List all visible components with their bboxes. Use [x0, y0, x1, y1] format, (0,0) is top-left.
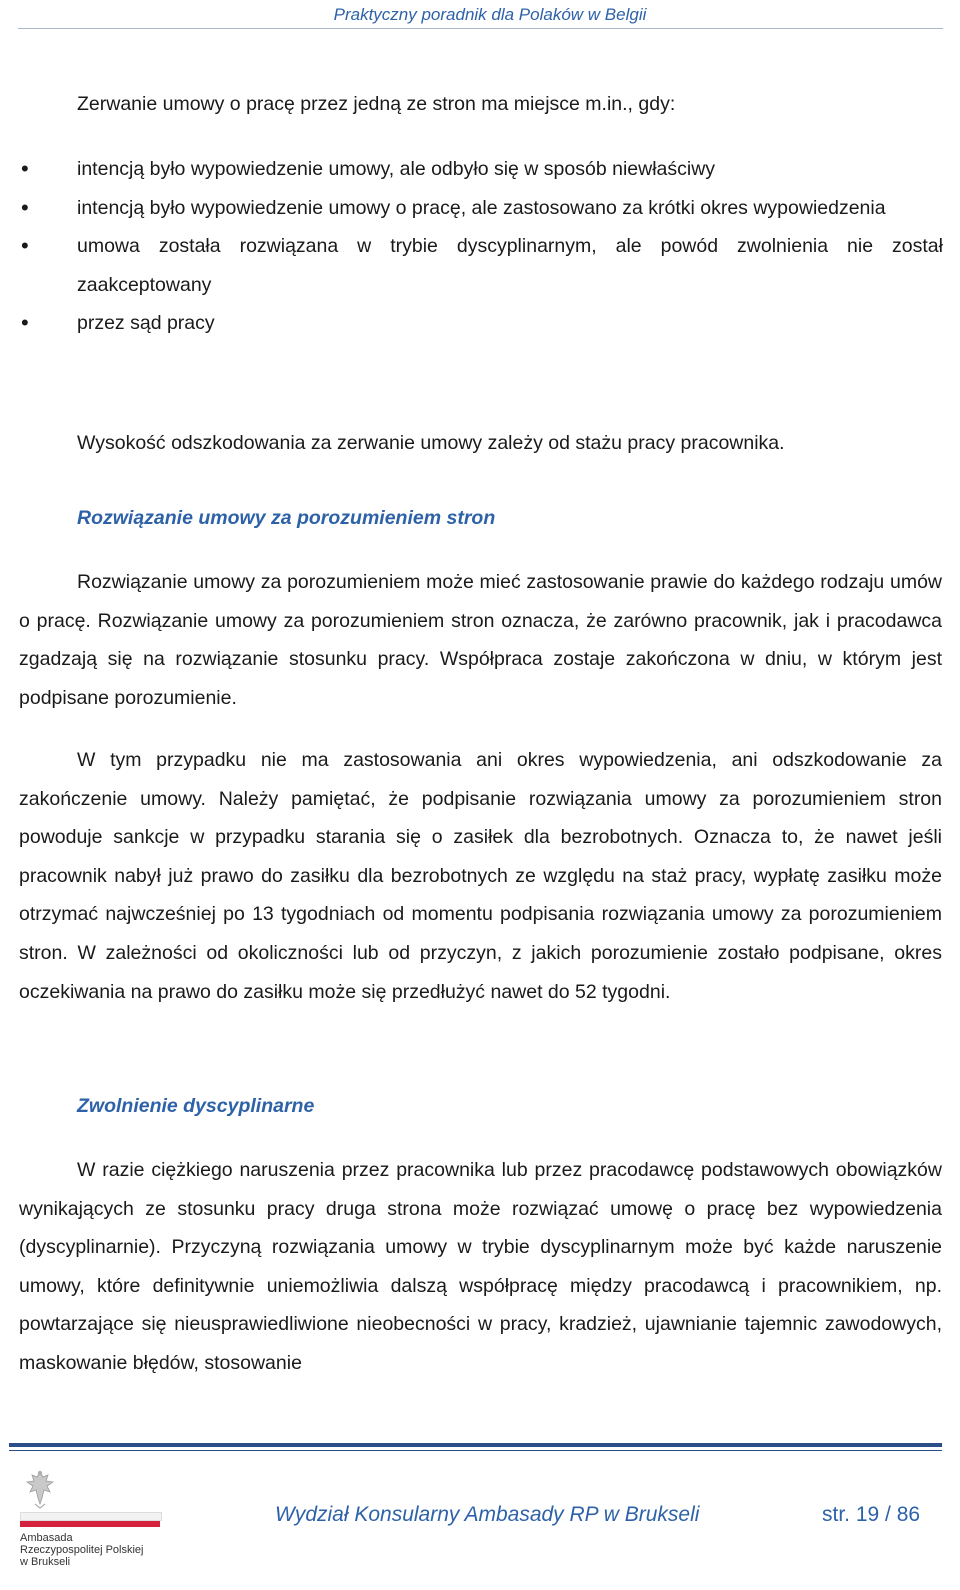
- section-heading-mutual-agreement: Rozwiązanie umowy za porozumieniem stron: [77, 507, 496, 529]
- compensation-note: Wysokość odszkodowania za zerwanie umowy zależy od stażu pracy pracownika.: [77, 432, 785, 454]
- paragraph: W razie ciężkiego naruszenia przez pracownika lub przez pracodawcę podstawowych obowiązków wynikających ze stosunku pracy druga strona może rozwiązać umowę o pracę bez wypowiedzenia (dyscyplinarnie). Przyczyną rozwiązania umowy w trybie dyscyplinarnym może być każde naruszenie umowy, które definitywnie uniemożliwia dalszą współpracę między pracodawcą i pracownikiem, np. powtarzające się nieusprawiedliwione nieobecności w pracy, kradzież, ujawnianie tajemnic zawodowych, maskowanie błędów, stosowanie: [19, 1159, 942, 1374]
- intro-sentence: Zerwanie umowy o pracę przez jedną ze stron ma miejsce m.in., gdy:: [77, 93, 676, 115]
- footer-divider-thin: [9, 1450, 942, 1451]
- bullet-text: przez sąd pracy: [77, 312, 215, 335]
- list-item: [19, 189, 943, 228]
- bullet-text: intencją było wypowiedzenie umowy, ale odbyło się w sposób niewłaściwy: [77, 158, 716, 180]
- bullet-icon: •: [21, 233, 29, 259]
- bullet-icon: •: [21, 156, 29, 181]
- bullet-text: umowa została rozwiązana w trybie dyscyplinarnym, ale powód zwolnienia nie został zaakceptowany: [77, 235, 943, 296]
- emblem-caption-line: w Brukseli: [20, 1556, 71, 1568]
- emblem-caption-line: Rzeczypospolitej Polskiej: [20, 1544, 144, 1556]
- bullet-icon: •: [21, 194, 29, 220]
- footer-organization: Wydział Konsularny Ambasady RP w Brukseli: [275, 1503, 700, 1526]
- bullet-list: [19, 150, 943, 343]
- list-item: [19, 227, 943, 304]
- footer-divider-thick: [9, 1443, 942, 1447]
- flag-stripe-red: [20, 1521, 160, 1527]
- emblem-caption-line: Ambasada: [20, 1532, 73, 1544]
- bullet-icon: •: [21, 310, 29, 336]
- paragraph: W tym przypadku nie ma zastosowania ani okres wypowiedzenia, ani odszkodowanie za zakończenie umowy. Należy pamiętać, że podpisanie rozwiązania umowy za porozumieniem stron powoduje sankcje w przypadku starania się o zasiłek dla bezrobotnych. Oznacza to, że nawet jeśli pracownik nabył już prawo do zasiłku dla bezrobotnych ze względu na staż pracy, wypłatę zasiłku może otrzymać najwcześniej po 13 tygodniach od momentu podpisania rozwiązania umowy za porozumieniem stron. W zależności od okoliczności lub od przyczyn, z jakich porozumienie zostało podpisane, okres oczekiwania na prawo do zasiłku może się przedłużyć nawet do 52 tygodni.: [19, 749, 942, 1003]
- flag-stripe-white: [20, 1512, 162, 1521]
- list-item: [19, 150, 943, 189]
- running-header: Praktyczny poradnik dla Polaków w Belgii: [333, 5, 647, 24]
- section-heading-disciplinary: Zwolnienie dyscyplinarne: [77, 1095, 315, 1117]
- paragraph: Rozwiązanie umowy za porozumieniem może mieć zastosowanie prawie do każdego rodzaju umów o pracę. Rozwiązanie umowy za porozumieniem stron oznacza, że zarówno pracownik, jak i pracodawca zgadzają się na rozwiązanie stosunku pracy. Współpraca zostaje zakończona w dniu, w którym jest podpisane porozumienie.: [19, 571, 942, 709]
- eagle-emblem-icon: [20, 1468, 60, 1510]
- page-number: str. 19 / 86: [822, 1503, 921, 1526]
- header-divider: [18, 28, 943, 29]
- list-item: [19, 304, 943, 343]
- bullet-text: intencją było wypowiedzenie umowy o pracę, ale zastosowano za krótki okres wypowiedzenia: [77, 196, 886, 219]
